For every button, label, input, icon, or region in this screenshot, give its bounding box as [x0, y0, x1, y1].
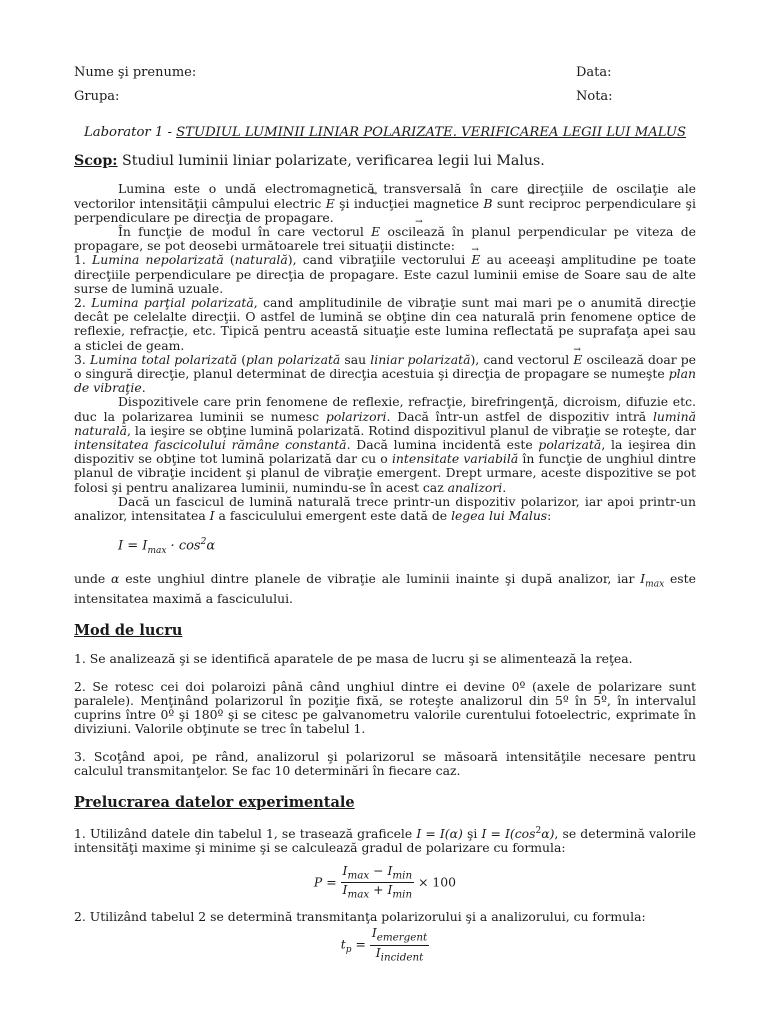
polarization-formula: P = $\frac{I_{max} - I_{min}}{I_{max} + I_{min}}$ × 100 [313, 862, 457, 901]
intro-paragraph-4: Dacă un fascicul de lumină naturală trece printr-un dispozitiv polarizor, iar apoi printr-un analizor, intensitatea I a fasciculului emergent este dată de legea lui Malus: [74, 493, 696, 524]
polarization-fraction: $\frac{I_{max} - I_{min}}{I_{max} + I_{min}}$ [342, 862, 413, 901]
lab-title [74, 126, 696, 140]
mod-step-2: 2. Se rotesc cei doi polaroizi până când unghiul dintre ei devine 0º (axele de polarizare sunt paralele). Menţinând polarizorul în poziţie fixă, se roteşte analizorul din 5º în 5º, în intervalul cuprins între 0º şi 180º şi se citesc pe galvanometru valorile curentului fotoelectric, exprimate în diviziuni. Valorile obţinute se trec în tabelul 1. [74, 678, 696, 737]
prelucrare-step-2: 2. Utilizând tabelul 2 se determină transmitanţa polarizorului şi a analizorului, cu formula: [74, 908, 646, 924]
intro-section [74, 182, 696, 606]
group-label: Grupa: [74, 89, 120, 104]
transmittance-fraction: $\frac{I_{emergent}}{I_{incident}}$ [371, 925, 428, 964]
section-heading-prelucrare: Prelucrarea datelor experimentale [74, 793, 355, 811]
header-row-1 [74, 66, 696, 90]
document-page [74, 66, 696, 973]
malus-formula: $I = I_{max} \cdot \cos^2\alpha$ [118, 537, 216, 557]
section-heading-mod: Mod de lucru [74, 622, 183, 640]
intro-paragraph-5: unde α este unghiul dintre planele de vibraţie ale luminii inainte şi după analizor, iar $I_{max}$ este intensitatea maximă a fasciculului. [74, 571, 696, 607]
header-row-2 [74, 90, 696, 114]
date-label: Data: [576, 65, 612, 80]
mod-step-3: 3. Scoţând apoi, pe rând, analizorul şi polarizorul se măsoară intensităţile necesare pentru calculul transmitanţelor. Se fac 10 determinări în fiecare caz. [74, 748, 696, 778]
list-item-1: 1. Lumina nepolarizată (naturală), cand vibraţiile vectorului → E au aceeaşi amplitudine pe toate direcţiile perpendiculare pe direcţia de propagare. Este cazul luminii emise de Soare sau de alte surse de lumină uzuale. [74, 253, 696, 296]
name-label: Nume şi prenume: [74, 65, 197, 80]
transmittance-formula: $t_p$ = $\frac{I_{emergent}}{I_{incident}}$ [340, 925, 428, 964]
grade-label: Nota: [576, 89, 613, 104]
intro-paragraph-2: În funcţie de modul în care vectorul → E oscilează în planul perpendicular pe viteza de propagare, se pot deosebi următoarele trei situaţii distincte: [74, 225, 696, 253]
vector-b-symbol: → B [483, 196, 492, 211]
list-item-2: 2. Lumina parţial polarizată, cand amplitudinile de vibraţie sunt mai mari pe o anumită direcţie decât pe celelalte direcţii. O astfel de lumină se obţine din cea naturală prin fenomene optice de reflexie, refracţie, etc. Tipică pentru această situaţie este lumina reflectată pe suprafaţa apei sau a sticlei de geam. [74, 295, 696, 353]
list-item-3: 3. Lumina total polarizată (plan polarizată sau liniar polarizată), cand vectorul → E oscilează doar pe o singură direcţie, planul determinat de direcţia acestuia şi direcţia de propagare se numeşte plan de vibraţie. [74, 353, 696, 396]
intro-paragraph-1: Lumina este o undă electromagnetică transversală în care direcţiile de oscilaţie ale vectorilor intensităţii câmpului electric → E şi inducţiei magnetice → B sunt reciproc perpendiculare şi perpendiculare pe direcţia de propagare. [74, 182, 696, 225]
vector-e-symbol: → E [326, 196, 335, 211]
scope-label: Scop: [74, 153, 118, 170]
mod-step-1: 1. Se analizează şi se identifică aparatele de pe masa de lucru şi se alimentează la reţea. [74, 651, 633, 667]
scope-line [74, 154, 696, 168]
intro-paragraph-3: Dispozitivele care prin fenomene de reflexie, refracţie, birefringenţă, dicroism, difuzie etc. duc la polarizarea luminii se numesc polarizori. Dacă într-un astfel de dispozitiv intră lumină naturală, la ieşire se obţine lumină polarizată. Rotind dispozitivul planul de vibraţie se roteşte, dar intensitatea fascicolului rămâne constantă. Dacă lumina incidentă este polarizată, la ieşirea din dispozitiv se obţine tot lumină polarizată dar cu o intensitate variabilă în funcţie de unghiul dintre planul de vibraţie incident şi planul de vibraţie emergent. Drept urmare, aceste dispozitive se pot folosi şi pentru analizarea luminii, numindu-se în acest caz analizori. [74, 394, 697, 495]
prelucrare-step-1: 1. Utilizând datele din tabelul 1, se trasează graficele I = I(α) şi $I = I(\cos^2\alpha)$, se determină valorile intensităţi maxime şi minime şi se calculează gradul de polarizare cu formula: [74, 826, 697, 856]
lab-number: Laborator 1 - [83, 125, 177, 140]
lab-title-text: STUDIUL LUMINII LINIAR POLARIZATE. VERIFICAREA LEGII LUI MALUS [176, 125, 686, 140]
scope-text: Studiul luminii liniar polarizate, verificarea legii lui Malus. [117, 153, 545, 170]
